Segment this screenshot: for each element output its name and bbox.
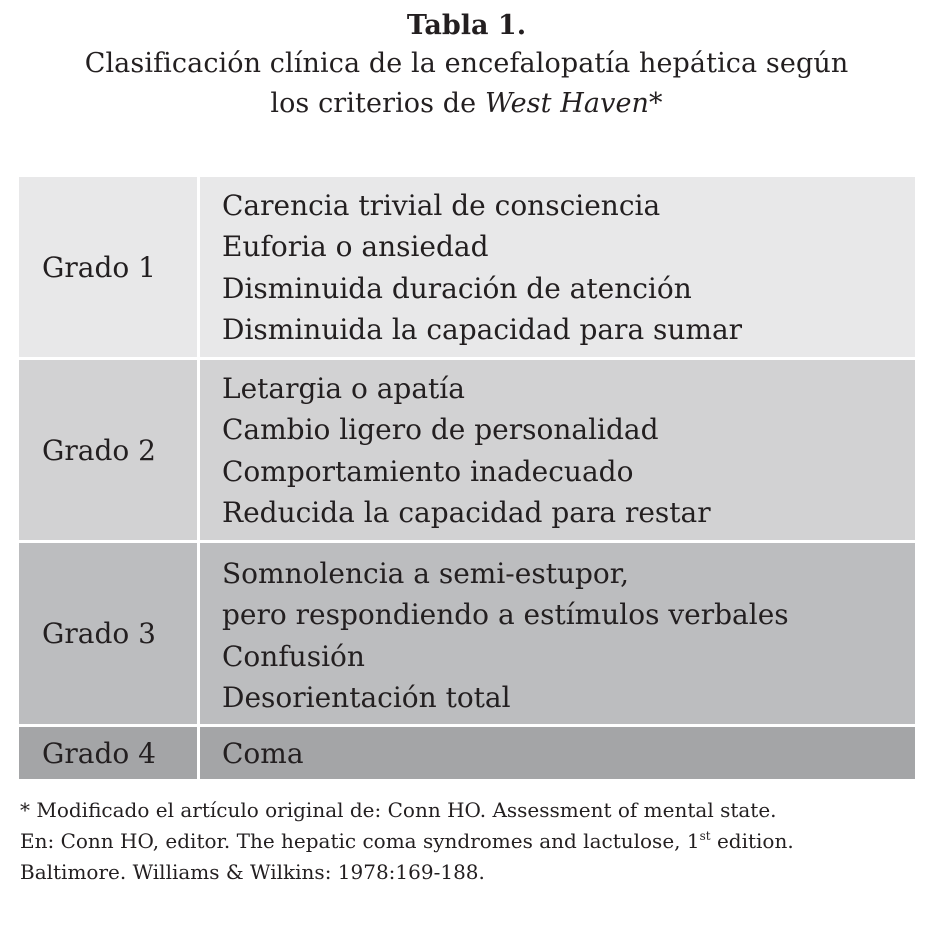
footnote-line-2-text: En: Conn HO, editor. The hepatic coma syndromes and lactulose, 1 <box>20 829 700 853</box>
table-subtitle-line-1: Clasificación clínica de la encefalopatía hepática según <box>84 48 849 79</box>
table-footnote <box>20 795 920 888</box>
table-row-grado-1 <box>19 177 915 360</box>
table-row-grado-3 <box>19 543 915 727</box>
grade-label: Grado 4 <box>19 727 200 779</box>
description-line: Letargia o apatía <box>222 372 465 405</box>
description-line: Confusión <box>222 639 365 673</box>
grade-description <box>200 543 915 724</box>
description-line: Disminuida la capacidad para sumar <box>222 312 743 346</box>
table-subtitle-line-2 <box>0 84 933 124</box>
table-caption <box>0 8 933 124</box>
description-line: Euforia o ansiedad <box>222 230 489 264</box>
footnote-line-1: * Modificado el artículo original de: Conn HO. Assessment of mental state. <box>20 798 777 822</box>
grade-label: Grado 3 <box>19 543 200 724</box>
classification-table <box>19 177 915 779</box>
footnote-superscript: st <box>699 829 711 843</box>
footnote-line-2-suffix: edition. <box>710 829 794 853</box>
subtitle-italic-term: West Haven <box>484 88 650 119</box>
grade-description <box>200 177 915 357</box>
description-line: Desorientación total <box>222 680 511 714</box>
description-line: Somnolencia a semi-estupor, <box>222 557 629 590</box>
subtitle-asterisk: * <box>649 88 663 119</box>
description-line: Carencia trivial de consciencia <box>222 189 661 222</box>
description-line: pero respondiendo a estímulos verbales <box>222 598 789 632</box>
footnote-line-2 <box>20 826 920 857</box>
table-row-grado-4 <box>19 727 915 779</box>
table-row-grado-2 <box>19 360 915 543</box>
table-title: Tabla 1. <box>406 10 527 41</box>
description-line: Coma <box>222 737 304 770</box>
description-line: Disminuida duración de atención <box>222 271 692 305</box>
grade-label: Grado 1 <box>19 177 200 357</box>
description-line: Reducida la capacidad para restar <box>222 495 711 529</box>
description-line: Cambio ligero de personalidad <box>222 413 659 447</box>
grade-description <box>200 360 915 540</box>
description-line: Comportamiento inadecuado <box>222 454 634 488</box>
grade-description <box>200 727 915 779</box>
footnote-line-3: Baltimore. Williams & Wilkins: 1978:169-188. <box>20 860 485 884</box>
grade-label: Grado 2 <box>19 360 200 540</box>
subtitle-prefix: los criterios de <box>270 88 485 119</box>
